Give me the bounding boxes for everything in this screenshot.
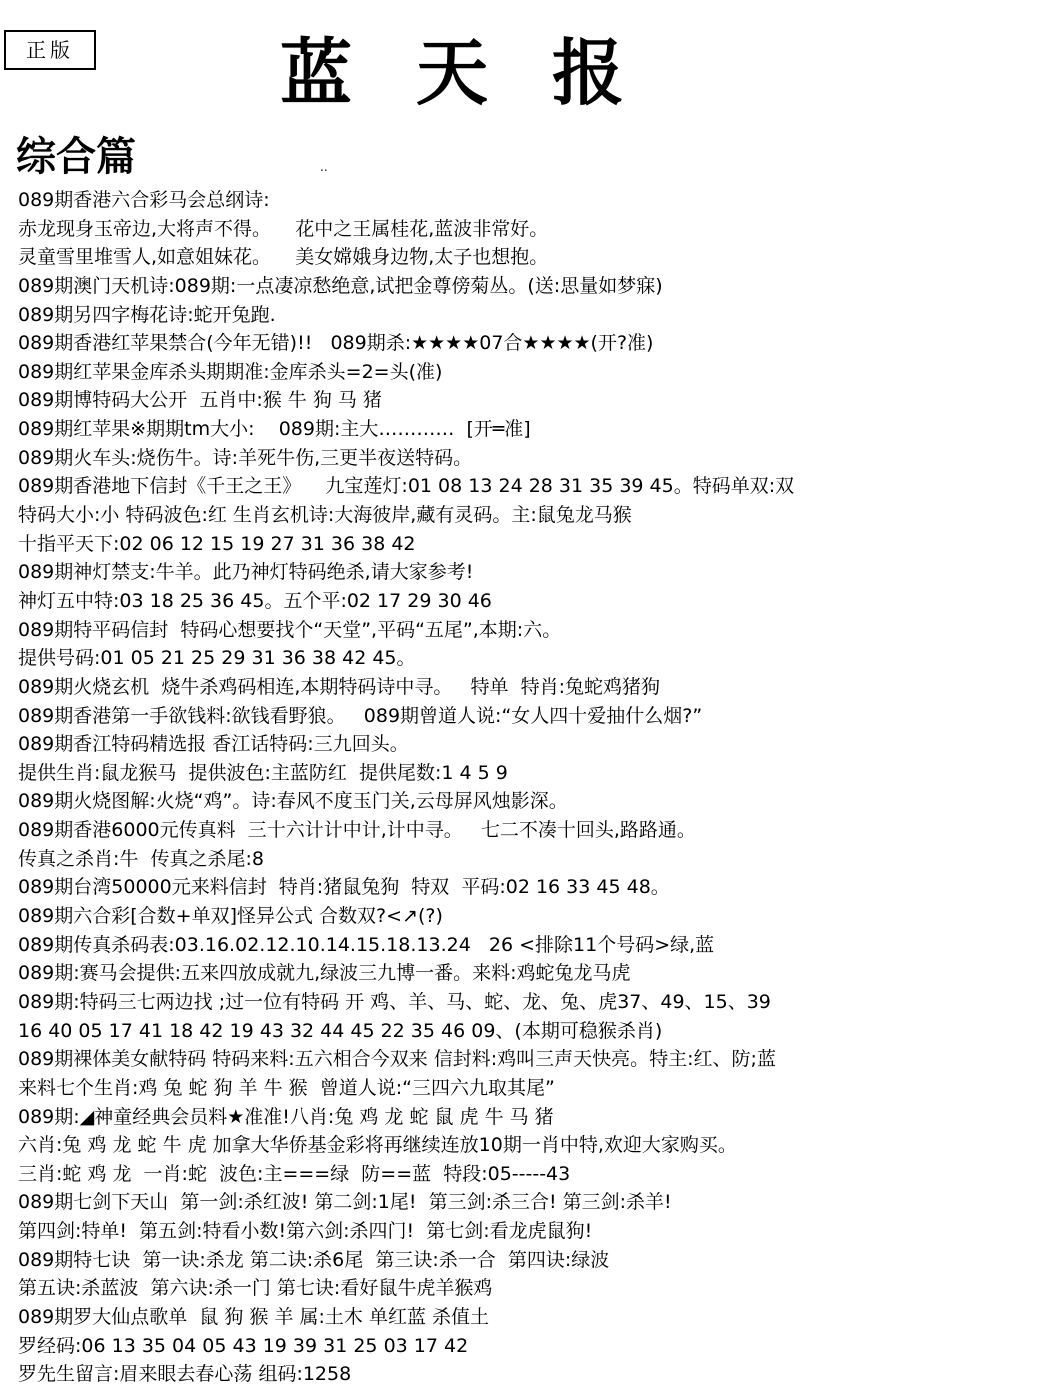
text-line: 第四剑:特单! 第五剑:特看小数!第六剑:杀四门! 第七剑:看龙虎鼠狗!	[18, 1220, 593, 1243]
text-line: 神灯五中特:03 18 25 36 45。五个平:02 17 29 30 46	[18, 589, 492, 612]
text-line: 089期台湾50000元来料信封 特肖:猪鼠兔狗 特双 平码:02 16 33 45 48。	[18, 876, 670, 899]
title-char: 蓝	[280, 30, 353, 115]
text-line: 089期:赛马会提供:五来四放成就九,绿波三九博一番。来料:鸡蛇兔龙马虎	[18, 962, 631, 985]
text-line: 灵童雪里堆雪人,如意姐妹花。 美女嫦娥身边物,太子也想抱。	[18, 246, 549, 269]
text-line: 089期火烧玄机 烧牛杀鸡码相连,本期特码诗中寻。 特单 特肖:兔蛇鸡猪狗	[18, 675, 660, 698]
text-line: 十指平天下:02 06 12 15 19 27 31 36 38 42	[18, 532, 416, 555]
text-line: 089期神灯禁支:牛羊。此乃神灯特码绝杀,请大家参考!	[18, 561, 474, 584]
text-line: 089期:特码三七两边找 ;过一位有特码 开 鸡、羊、马、蛇、龙、兔、虎37、49、15、39	[18, 990, 771, 1013]
text-line: 赤龙现身玉帝边,大将声不得。 花中之王属桂花,蓝波非常好。	[18, 217, 549, 240]
text-line: 三肖:蛇 鸡 龙 一肖:蛇 波色:主===绿 防==蓝 特段:05-----43	[18, 1162, 571, 1185]
text-line: 089期香港六合彩马会总纲诗:	[18, 189, 270, 211]
text-line: 第五诀:杀蓝波 第六诀:杀一门 第七诀:看好鼠牛虎羊猴鸡	[18, 1277, 493, 1300]
title-char: 天	[416, 30, 489, 115]
text-line: 罗先生留言:眉来眼去春心荡 组码:1258	[18, 1363, 352, 1386]
text-line: 089期红苹果※期期tm大小: 089期:主大………… [开═准]	[18, 418, 531, 441]
text-line: 089期澳门天机诗:089期:一点凄凉愁绝意,试把金尊傍菊丛。(送:思量如梦寐)	[18, 274, 663, 297]
text-line: 089期罗大仙点歌单 鼠 狗 猴 羊 属:土木 单红蓝 杀值土	[18, 1305, 489, 1328]
edition-badge: 正版	[4, 30, 96, 70]
text-line: 提供生肖:鼠龙猴马 提供波色:主蓝防红 提供尾数:1 4 5 9	[18, 761, 508, 784]
text-line: 089期博特码大公开 五肖中:猴 牛 狗 马 猪	[18, 389, 382, 412]
text-line: 六肖:兔 鸡 龙 蛇 牛 虎 加拿大华侨基金彩将再继续连放10期一肖中特,欢迎大家购买。	[18, 1134, 737, 1157]
text-line: 罗经码:06 13 35 04 05 43 19 39 31 25 03 17 42	[18, 1334, 469, 1357]
text-line: 089期裸体美女献特码 特码来料:五六相合今双来 信封料:鸡叫三声天快亮。特主:红、防;蓝	[18, 1048, 776, 1071]
text-line: 089期:◢神童经典会员料★准准!八肖:兔 鸡 龙 蛇 鼠 虎 牛 马 猪	[18, 1105, 554, 1128]
content-lines	[18, 186, 1054, 1389]
text-line: 提供号码:01 05 21 25 29 31 36 38 42 45。	[18, 647, 416, 670]
text-line: 089期传真杀码表:03.16.02.12.10.14.15.18.13.24 26 <排除11个号码>绿,蓝	[18, 933, 715, 956]
text-line: 089期特平码信封 特码心想要找个“天堂”,平码“五尾”,本期:六。	[18, 618, 562, 641]
text-line: 089期香港6000元传真料 三十六计计中计,计中寻。 七二不凑十回头,路路通。	[18, 819, 696, 842]
section-heading: 综合篇	[16, 133, 136, 180]
page-title	[280, 28, 700, 118]
text-line: 16 40 05 17 41 18 42 19 43 32 44 45 22 35 46 09、(本期可稳猴杀肖)	[18, 1019, 663, 1042]
text-line: 089期红苹果金库杀头期期准:金库杀头=2=头(准)	[18, 360, 443, 383]
text-line: 089期火车头:烧伤牛。诗:羊死牛伤,三更半夜送特码。	[18, 446, 473, 469]
title-char: 报	[552, 30, 625, 115]
text-line: 089期六合彩[合数+单双]怪异公式 合数双?<↗(?)	[18, 905, 443, 928]
text-line: 089期七剑下天山 第一剑:杀红波! 第二剑:1尾! 第三剑:杀三合! 第三剑:杀羊!	[18, 1191, 672, 1214]
text-line: 089期香港地下信封《千王之王》 九宝莲灯:01 08 13 24 28 31 35 39 45。特码单双:双	[18, 475, 795, 498]
text-line: 089期香港第一手欲钱料:欲钱看野狼。 089期曾道人说:“女人四十爱抽什么烟?”	[18, 704, 703, 727]
text-line: 来料七个生肖:鸡 兔 蛇 狗 羊 牛 猴 曾道人说:“三四六九取其尾”	[18, 1076, 555, 1099]
text-line: 特码大小:小 特码波色:红 生肖玄机诗:大海彼岸,藏有灵码。主:鼠兔龙马猴	[18, 504, 632, 527]
text-line: 089期香港红苹果禁合(今年无错)!! 089期杀:★★★★07合★★★★(开?准)	[18, 332, 654, 355]
text-line: 089期火烧图解:火烧“鸡”。诗:春风不度玉门关,云母屏风烛影深。	[18, 790, 568, 813]
decorative-dots: ..	[320, 160, 328, 174]
text-line: 089期香江特码精选报 香江话特码:三九回头。	[18, 733, 409, 756]
text-line: 089期另四字梅花诗:蛇开兔跑.	[18, 303, 276, 326]
text-line: 传真之杀肖:牛 传真之杀尾:8	[18, 847, 264, 870]
text-line: 089期特七诀 第一诀:杀龙 第二诀:杀6尾 第三诀:杀一合 第四诀:绿波	[18, 1248, 610, 1271]
